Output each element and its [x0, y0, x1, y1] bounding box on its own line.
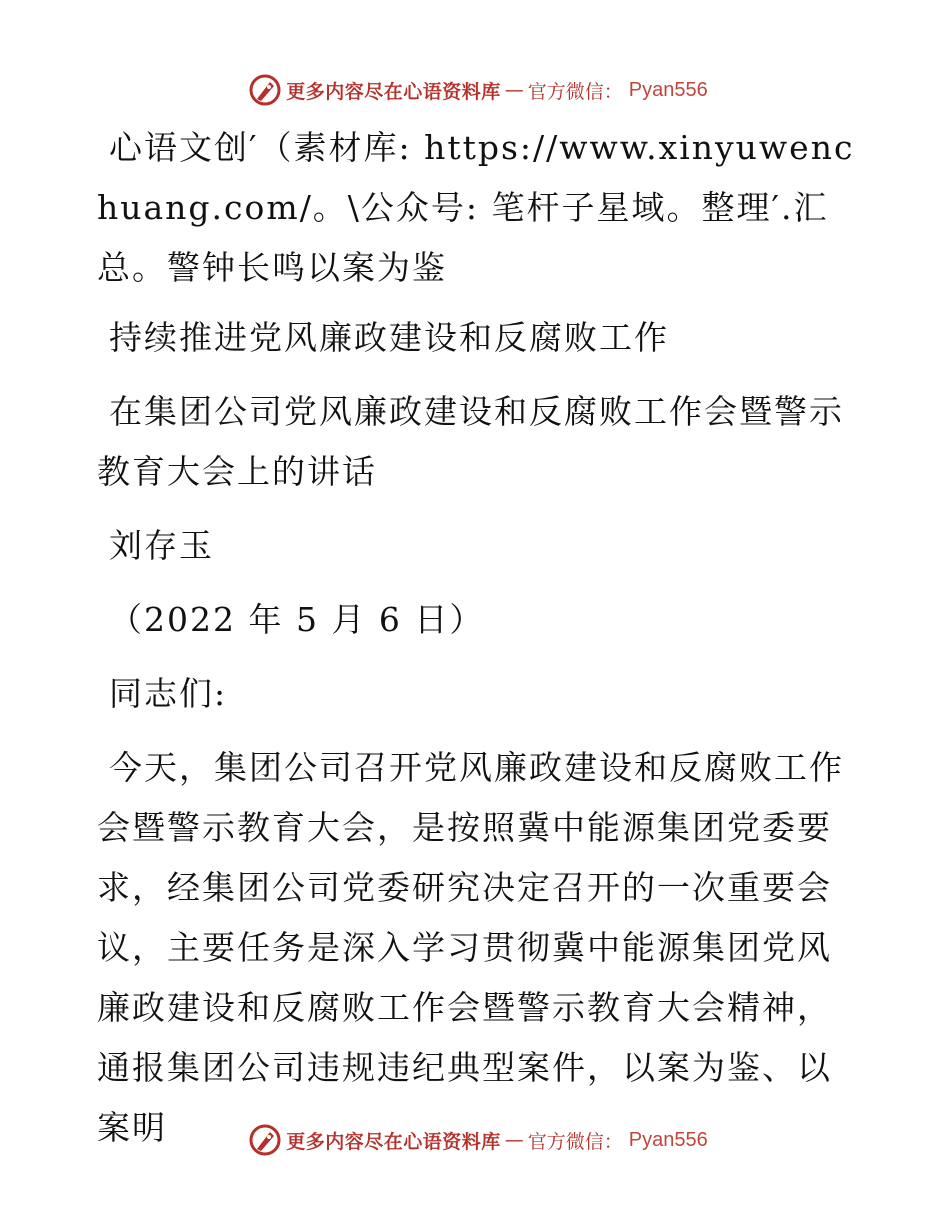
speech-date: （2022 年 5 月 6 日）	[109, 600, 485, 639]
pen-nib-logo-icon	[248, 73, 282, 107]
banner-text: 更多内容尽在心语资料库	[286, 1130, 501, 1153]
document-body	[97, 118, 857, 1158]
banner-dash: —	[504, 79, 524, 101]
banner-dash: —	[504, 1129, 524, 1151]
document-title: 持续推进党风廉政建设和反腐败工作	[109, 318, 669, 357]
pen-nib-logo-icon	[248, 1123, 282, 1157]
banner-wechat-id: Pyan556	[628, 78, 708, 101]
banner-wechat-label: 官方微信：	[527, 80, 623, 103]
footer-banner	[0, 1120, 950, 1160]
document-subtitle: 在集团公司党风廉政建设和反腐败工作会暨警示教育大会上的讲话	[97, 392, 844, 491]
header-banner	[0, 70, 950, 110]
greeting: 同志们:	[109, 674, 228, 713]
author-name: 刘存玉	[109, 526, 214, 565]
banner-wechat-label: 官方微信：	[527, 1130, 623, 1153]
banner-text: 更多内容尽在心语资料库	[286, 80, 501, 103]
paragraph-1: 今天，集团公司召开党风廉政建设和反腐败工作会暨警示教育大会，是按照冀中能源集团党委要求，经集团公司党委研究决定召开的一次重要会议，主要任务是深入学习贯彻冀中能源集团党风廉政建设和反腐败工作会暨警示教育大会精神，通报集团公司违规违纪典型案件，以案为鉴、以案明	[97, 748, 844, 1147]
source-note: 心语文创′（素材库: https://www.xinyuwenchuang.com/。\公众号: 笔杆子星域。整理′.汇总。警钟长鸣以案为鉴	[97, 128, 855, 287]
banner-wechat-id: Pyan556	[628, 1128, 708, 1151]
